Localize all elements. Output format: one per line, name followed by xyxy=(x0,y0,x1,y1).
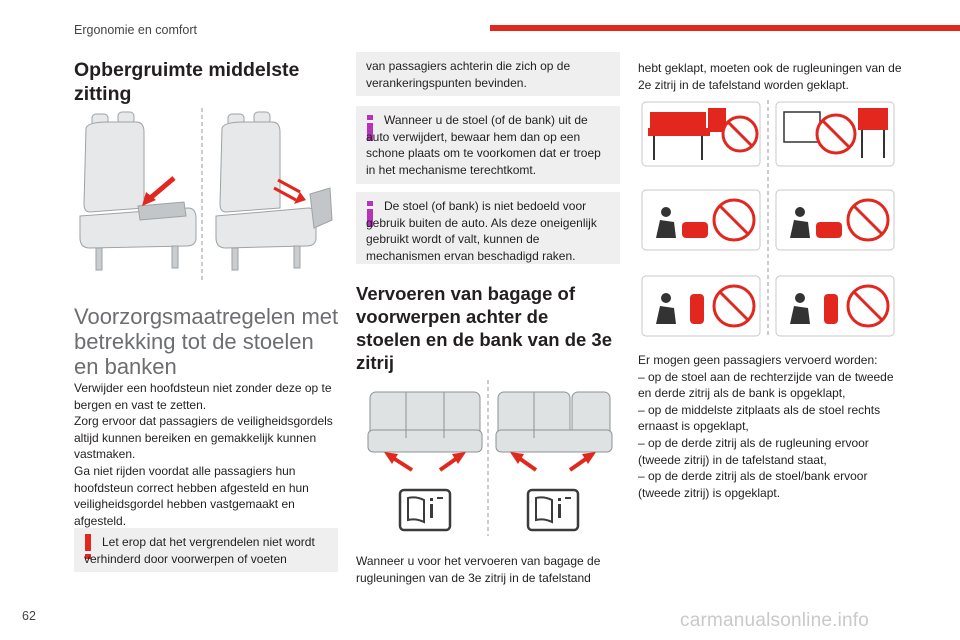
warning-box xyxy=(74,528,338,572)
no-passenger-figure xyxy=(640,98,898,338)
warning-text: Let erop dat het vergrendelen niet wordt verhinderd door voorwerpen of voeten xyxy=(84,535,315,566)
luggage-text: Wanneer u voor het vervoeren van bagage de rugleuningen van de 3e zitrij in de tafelstand xyxy=(356,554,601,585)
warning-text-continued: van passagiers achterin die zich op de verankeringspunten bevinden. xyxy=(366,59,571,90)
info-text-2: De stoel (of bank) is niet bedoeld voor gebruik buiten de auto. Als deze oneigenlijk gebruikt wordt of valt, kunnen de mechanismen ervan beschadigd raken. xyxy=(366,199,597,263)
section-title: Ergonomie en comfort xyxy=(74,23,197,37)
info-box-1 xyxy=(356,106,620,184)
warning-box-continued xyxy=(356,52,620,96)
info-text-1: Wanneer u de stoel (of de bank) uit de auto verwijdert, bewaar hem dan op een schone plaats om te voorkomen dat er troep in het mechanisme terechtkomt. xyxy=(366,113,601,177)
third-row-figure xyxy=(360,380,620,540)
header-accent-bar xyxy=(490,25,960,31)
seat-storage-figure xyxy=(78,108,342,283)
info-box-2 xyxy=(356,192,620,264)
heading-storage: Opbergruimte middelste zitting xyxy=(74,59,300,105)
manual-book-icon xyxy=(528,490,578,530)
precautions-text: Verwijder een hoofdsteun niet zonder deze op te bergen en vast te zetten. Zorg ervoor dat passagiers de veiligheidsgordels altijd kunnen bereiken en gemakkelijk kunnen vastmaken. Ga niet rijden voordat alle passagiers hun hoofdsteun correct hebben afgesteld en hun veiligheidsgordel hebben vastgemaakt en afgesteld. xyxy=(74,381,333,528)
watermark: carmanualsonline.info xyxy=(680,610,870,631)
manual-book-icon xyxy=(400,490,450,530)
no-passenger-list: Er mogen geen passagiers vervoerd worden: – op de stoel aan de rechterzijde van de tweede en derde zitrij als de bank is opgeklapt, – op de middelste zitplaats als de stoel rechts ernaast is opgeklapt, – op de derde zitrij als de rugleuning ervoor (tweede zitrij) in de tafelstand staat, – op de derde zitrij als de stoel/bank ervoor (tweede zitrij) is opgeklapt. xyxy=(638,353,894,500)
heading-luggage: Vervoeren van bagage of voorwerpen achter de stoelen en de bank van de 3e zitrij xyxy=(356,283,613,373)
page-number: 62 xyxy=(22,609,36,623)
table-position-text: hebt geklapt, moeten ook de rugleuningen van de 2e zitrij in de tafelstand worden geklapt. xyxy=(638,61,902,92)
heading-precautions: Voorzorgsmaatregelen met betrekking tot de stoelen en banken xyxy=(74,304,339,379)
